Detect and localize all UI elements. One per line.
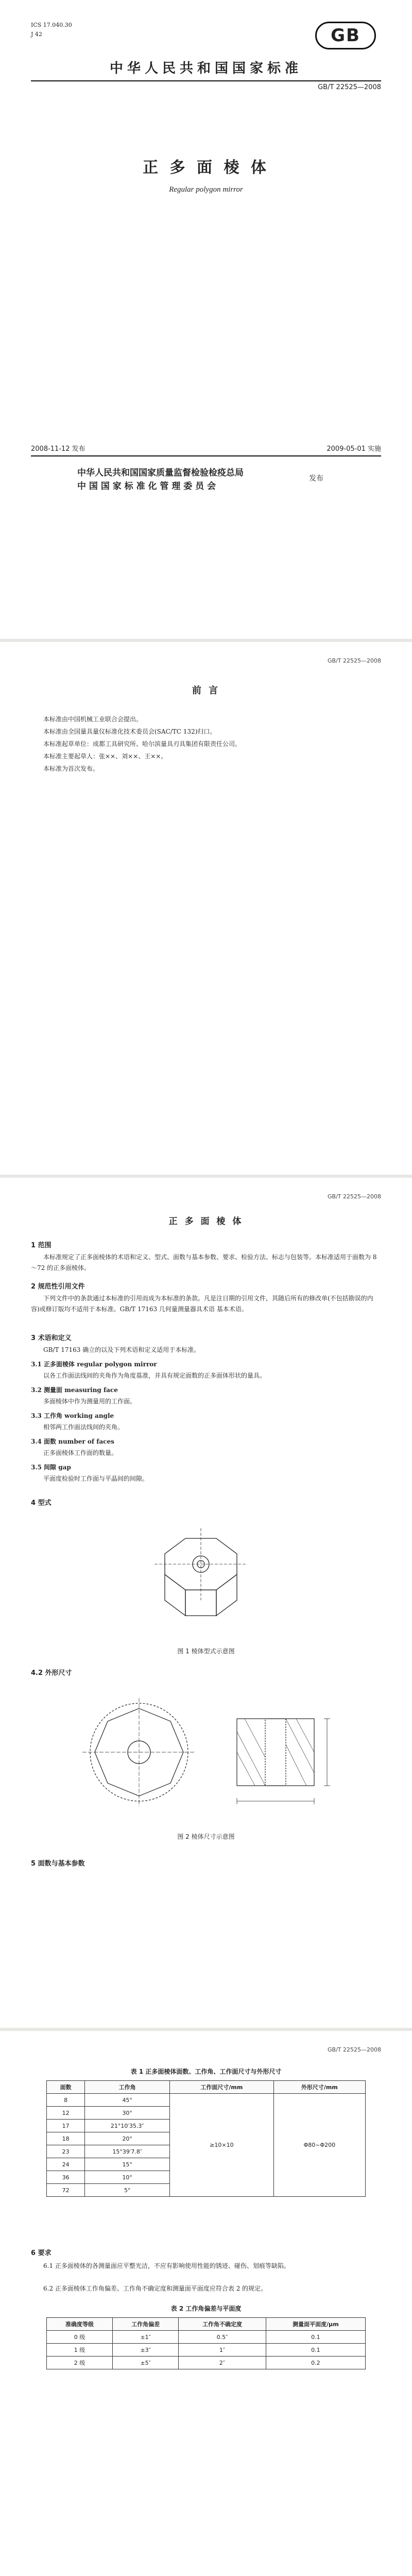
table-1: [46, 2080, 366, 2197]
figure-2-caption: 图 2 棱体尺寸示意图: [177, 1833, 235, 1840]
table-cell: 1 级: [47, 2344, 113, 2357]
table-cell: 0.5″: [179, 2331, 266, 2344]
section-requirements-title: 6 要求: [31, 2249, 52, 2257]
table-row: [47, 2344, 366, 2357]
term-definition: 相邻两工作面法线间的夹角。: [43, 1423, 124, 1431]
term-heading: 3.1 正多面棱体 regular polygon mirror: [31, 1361, 157, 1368]
table-row: [47, 2331, 366, 2344]
issuer-line-1: 中华人民共和国国家质量监督检验检疫总局: [77, 468, 244, 478]
table-cell: 1″: [179, 2344, 266, 2357]
table-header-row: [47, 2318, 366, 2331]
cover-date-rule: [31, 455, 381, 456]
table-row: [47, 2357, 366, 2369]
table-header-cell: 测量面平面度/μm: [266, 2318, 365, 2331]
table-header-cell: 面数: [47, 2081, 85, 2094]
section-terms-title: 3 术语和定义: [31, 1334, 72, 1342]
table-cell: 12: [47, 2107, 85, 2120]
section-scope-text: 本标准规定了正多面棱体的术语和定义、型式、面数与基本参数、要求、检验方法、标志与包装等。本标准适用于面数为 8～72 的正多面棱体。: [31, 1253, 377, 1272]
table-row: [47, 2094, 366, 2107]
table-cell: 30°: [85, 2107, 170, 2120]
foreword-paragraph: 本标准由全国量具量仪标准化技术委员会(SAC/TC 132)归口。: [43, 728, 216, 735]
page-header-number: GB/T 22525—2008: [328, 657, 381, 664]
table-cell: 15°: [85, 2158, 170, 2171]
term-heading: 3.2 测量面 measuring face: [31, 1386, 118, 1394]
section-references-text: 下列文件中的条款通过本标准的引用而成为本标准的条款。凡是注日期的引用文件，其随后所有的修改单(不包括勘误的内容)或修订版均不适用于本标准。GB/T 17163 几何量测量器具术语 基本术语。: [31, 1295, 373, 1313]
table-cell: 10°: [85, 2171, 170, 2184]
issue-date: 2008-11-12 发布: [31, 445, 85, 453]
table-cell: 21°10′35.3″: [85, 2120, 170, 2132]
term-definition: 平面度检验时工作面与平晶间的间隙。: [43, 1475, 149, 1482]
table-cell: 2 级: [47, 2357, 113, 2369]
table-cell: 18: [47, 2132, 85, 2145]
table-cell: 36: [47, 2171, 85, 2184]
table-1-caption: 表 1 正多面棱体面数、工作角、工作面尺寸与外形尺寸: [130, 2068, 282, 2075]
term-definition: 正多面棱体工作面的数量。: [43, 1449, 118, 1456]
table-header-cell: 工作角: [85, 2081, 170, 2094]
ics-code: ICS 17.040.30: [31, 22, 72, 28]
figure-2-dimension-drawing: [67, 1688, 345, 1822]
term-definition: 以各工作面法线间的夹角作为角度基准，并具有规定面数的正多面体形状的量具。: [43, 1372, 266, 1379]
foreword-paragraph: 本标准由中国机械工业联合会提出。: [43, 716, 143, 723]
term-heading: 3.5 间隙 gap: [31, 1464, 71, 1471]
section-references-title: 2 规范性引用文件: [31, 1283, 85, 1291]
page-header-number: GB/T 22525—2008: [328, 2046, 381, 2053]
table-header-cell: 工作面尺寸/mm: [170, 2081, 274, 2094]
section-terms-intro: GB/T 17163 确立的以及下列术语和定义适用于本标准。: [43, 1346, 200, 1353]
table-cell: 72: [47, 2184, 85, 2197]
foreword-title: 前 言: [192, 685, 220, 696]
page-header-number: GB/T 22525—2008: [328, 1193, 381, 1200]
issuer-block: [77, 466, 244, 493]
table-header-cell: 外形尺寸/mm: [273, 2081, 365, 2094]
section-params-title: 5 面数与基本参数: [31, 1860, 85, 1868]
implement-date: 2009-05-01 实施: [327, 445, 381, 453]
prism-side-face: [216, 1574, 237, 1616]
term-definition: 多面棱体中作为测量用的工作面。: [43, 1398, 136, 1405]
figure-1-caption: 图 1 棱体型式示意图: [177, 1648, 235, 1655]
cover-page: [0, 0, 412, 639]
table-cell: 0.1: [266, 2344, 365, 2357]
foreword-paragraph: 本标准为首次发布。: [43, 765, 99, 772]
document-title-english: Regular polygon mirror: [169, 185, 243, 194]
section-view-bore: [265, 1719, 286, 1786]
cover-top-rule: [31, 80, 381, 81]
section-dimension-title: 4.2 外形尺寸: [31, 1669, 72, 1677]
table-cell: 23: [47, 2145, 85, 2158]
gb-logo: [315, 22, 376, 49]
table-cell: 8: [47, 2094, 85, 2107]
table-cell: 20°: [85, 2132, 170, 2145]
foreword-paragraph: 本标准主要起草人：张××、刘××、王××。: [43, 753, 167, 760]
table-cell: 24: [47, 2158, 85, 2171]
table-cell: 5°: [85, 2184, 170, 2197]
main-title: 正 多 面 棱 体: [168, 1216, 244, 1227]
term-heading: 3.4 面数 number of faces: [31, 1438, 114, 1445]
issue-word: 发布: [309, 474, 323, 483]
gb-logo-text: GB: [331, 25, 360, 46]
table-cell: ±3″: [113, 2344, 179, 2357]
standard-number: GB/T 22525—2008: [318, 83, 381, 91]
standard-type-heading: 中华人民共和国国家标准: [109, 61, 302, 76]
table-header-cell: 工作角不确定度: [179, 2318, 266, 2331]
table-cell: 17: [47, 2120, 85, 2132]
table-2-caption: 表 2 工作角偏差与平面度: [170, 2305, 242, 2312]
table-cell: 0.1: [266, 2331, 365, 2344]
table-cell: 0.2: [266, 2357, 365, 2369]
table-header-cell: 工作角偏差: [113, 2318, 179, 2331]
tables-page: [0, 2031, 412, 2576]
table-cell: 2″: [179, 2357, 266, 2369]
table-cell: 0 级: [47, 2331, 113, 2344]
ccs-code: J 42: [31, 31, 42, 38]
section-type-title: 4 型式: [31, 1499, 52, 1507]
figure-1-prism-drawing: [129, 1518, 283, 1641]
main-text-page: [0, 1178, 412, 2028]
date-row: [31, 443, 381, 453]
requirement-text: 6.2 正多面棱体工作角偏差、工作角不确定度和测量面平面度应符合表 2 的规定。: [43, 2285, 267, 2292]
section-scope-title: 1 范围: [31, 1242, 52, 1249]
foreword-page: [0, 642, 412, 1175]
dimension-cell: ≥10×10: [170, 2094, 274, 2197]
section-view-body: [237, 1719, 314, 1786]
table-header-cell: 准确度等级: [47, 2318, 113, 2331]
document-title: 正 多 面 棱 体: [143, 159, 269, 177]
table-cell: 45°: [85, 2094, 170, 2107]
classification-codes: [31, 21, 72, 39]
prism-side-face: [165, 1574, 185, 1616]
issuer-line-2: 中 国 国 家 标 准 化 管 理 委 员 会: [77, 481, 216, 492]
foreword-paragraph: 本标准起草单位：成都工具研究所、哈尔滨量具刃具集团有限责任公司。: [43, 740, 242, 748]
table-header-row: [47, 2081, 366, 2094]
term-heading: 3.3 工作角 working angle: [31, 1412, 114, 1419]
table-cell: ±5″: [113, 2357, 179, 2369]
outer-size-cell: Φ80~Φ200: [273, 2094, 365, 2197]
requirement-text: 6.1 正多面棱体的各测量面应平整光洁，不应有影响使用性能的锈迹、碰伤、划痕等缺陷。: [43, 2262, 290, 2269]
table-cell: ±1″: [113, 2331, 179, 2344]
table-cell: 15°39′7.8″: [85, 2145, 170, 2158]
table-2: [46, 2317, 366, 2369]
